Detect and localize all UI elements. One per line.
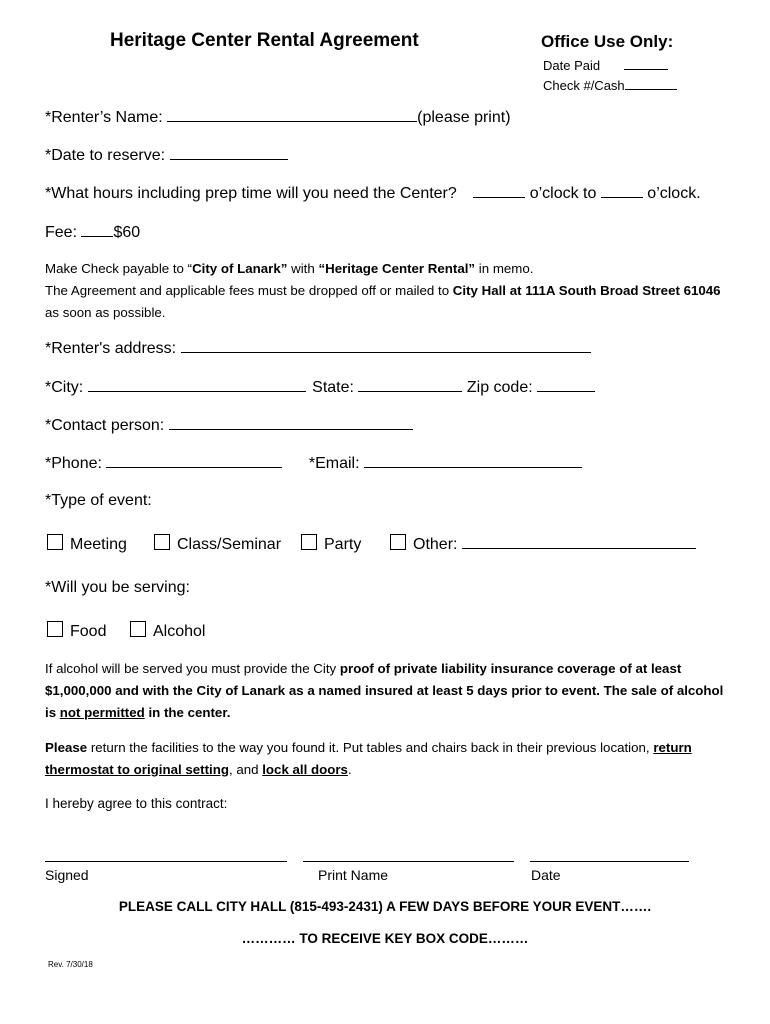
alcohol-requirement: proof of private liability insurance coverage of at least $1,000,000 and with the City of Lanark as a named insured at least 5 days prior to event. The sale of alcohol is [45,661,724,720]
event-option-class[interactable] [154,534,281,554]
city-row [45,377,595,397]
please-text: Please [45,740,88,755]
event-option-other[interactable] [390,534,696,554]
serving-label: *Will you be serving: [45,579,190,596]
oclock-label: o’clock. [647,185,701,202]
make-check-text: Make Check payable to “ [45,261,193,276]
and-text: , and [228,762,263,777]
renter-name-row [45,107,511,127]
phone-email-row [45,453,582,473]
date-reserve-line[interactable] [170,145,288,160]
fee-row [45,222,140,242]
date-reserve-row [45,145,288,165]
check-cash-row [543,75,677,93]
date-paid-line[interactable] [624,55,668,70]
not-permitted-text: not permitted [59,705,145,720]
period-text: . [347,762,352,777]
in-memo-text: in memo. [475,261,534,276]
event-option-meeting[interactable] [47,534,127,554]
city-line[interactable] [88,377,306,392]
alcohol-intro: If alcohol will be served you must provide the City [45,661,340,676]
alcohol-end: in the center. [144,705,231,720]
phone-line[interactable] [106,453,282,468]
food-label: Food [70,623,107,640]
city-hall-address: City Hall at 111A South Broad Street 61046 [452,283,721,298]
asap-text: as soon as possible. [45,305,166,320]
zip-line[interactable] [537,377,595,392]
please-print-label: (please print) [417,109,511,126]
date-paid-row [543,55,668,73]
event-type-label: *Type of event: [45,492,152,509]
hours-row [45,183,701,203]
alcohol-label: Alcohol [153,623,206,640]
check-cash-line[interactable] [625,75,677,90]
agree-text: I hereby agree to this contract: [45,796,228,811]
address-label: *Renter's address: [45,340,177,357]
signature-line[interactable] [45,861,287,862]
return-policy [45,737,735,781]
class-seminar-checkbox[interactable] [154,534,170,550]
signed-label: Signed [45,867,89,883]
date-label: Date [531,867,561,883]
phone-label: *Phone: [45,455,102,472]
contact-line[interactable] [169,415,413,430]
date-line[interactable] [530,861,689,862]
address-line[interactable] [181,338,591,353]
party-checkbox[interactable] [301,534,317,550]
meeting-label: Meeting [70,536,127,553]
email-line[interactable] [364,453,582,468]
oclock-to-label: o’clock to [529,185,597,202]
date-paid-label: Date Paid [543,58,601,73]
serving-option-alcohol[interactable] [130,621,205,641]
hours-label: *What hours including prep time will you need the Center? [45,185,457,202]
zip-label: Zip code: [466,379,533,396]
state-label: State: [312,379,354,396]
revision-date: Rev. 7/30/18 [48,960,93,969]
agreement-text: The Agreement and applicable fees must be dropped off or mailed to [45,283,453,298]
other-checkbox[interactable] [390,534,406,550]
contact-label: *Contact person: [45,417,165,434]
lock-doors-text: lock all doors [262,762,348,777]
date-reserve-label: *Date to reserve: [45,147,166,164]
contact-row [45,415,413,435]
class-seminar-label: Class/Seminar [177,536,282,553]
food-checkbox[interactable] [47,621,63,637]
fee-label: Fee: [45,224,78,241]
party-label: Party [324,536,362,553]
address-row [45,338,591,358]
renter-name-label: *Renter’s Name: [45,109,163,126]
thermostat-text: return thermostat to original setting [45,740,692,777]
alcohol-policy [45,658,735,724]
serving-option-food[interactable] [47,621,106,641]
end-hour-line[interactable] [601,183,643,198]
print-name-label: Print Name [318,867,389,883]
return-text: return the facilities to the way you found it. Put tables and chairs back in their previous location, [87,740,654,755]
payment-instructions [45,258,735,324]
payee-text: City of Lanark” [192,261,288,276]
email-label: *Email: [308,455,360,472]
fee-value: $60 [113,224,141,241]
with-text: with [287,261,319,276]
event-option-party[interactable] [301,534,361,554]
city-label: *City: [45,379,84,396]
renter-name-line[interactable] [167,107,417,122]
other-line[interactable] [462,534,696,549]
alcohol-checkbox[interactable] [130,621,146,637]
fee-line[interactable] [81,222,113,237]
other-label: Other: [413,536,458,553]
call-city-hall: PLEASE CALL CITY HALL (815-493-2431) A FEW DAYS BEFORE YOUR EVENT……. [118,899,652,914]
print-name-line[interactable] [303,861,514,862]
memo-text: “Heritage Center Rental” [318,261,476,276]
office-use-title: Office Use Only: [541,32,674,51]
key-box-code: ………… TO RECEIVE KEY BOX CODE……… [241,931,529,946]
start-hour-line[interactable] [473,183,525,198]
meeting-checkbox[interactable] [47,534,63,550]
check-cash-label: Check #/Cash [543,78,625,93]
page-title: Heritage Center Rental Agreement [110,30,419,51]
state-line[interactable] [358,377,462,392]
